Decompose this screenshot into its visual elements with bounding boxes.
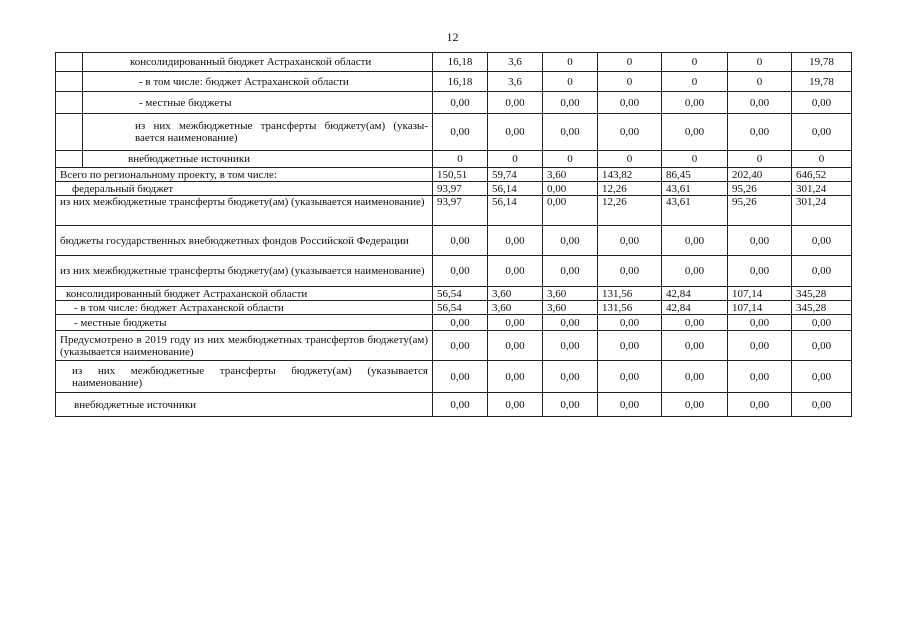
row-label: - местные бюджеты	[56, 315, 433, 331]
value-cell: 345,28	[792, 287, 852, 301]
value-cell: 150,51	[433, 168, 488, 182]
value-cell: 0,00	[662, 315, 728, 331]
value-cell: 301,24	[792, 196, 852, 226]
value-cell: 0,00	[662, 114, 728, 151]
row-label: - в том числе: бюджет Астраханской области	[56, 301, 433, 315]
indent-cell	[56, 53, 83, 72]
value-cell: 86,45	[662, 168, 728, 182]
value-cell: 0,00	[488, 256, 543, 287]
value-cell: 0,00	[433, 315, 488, 331]
value-cell: 0,00	[662, 226, 728, 256]
value-cell: 107,14	[728, 287, 792, 301]
table-row	[56, 196, 852, 226]
value-cell: 0,00	[792, 226, 852, 256]
value-cell: 0,00	[543, 315, 598, 331]
row-label: - в том числе: бюджет Астраханской области	[83, 72, 433, 92]
row-label: консолидированный бюджет Астраханской области	[83, 53, 433, 72]
row-label: Всего по региональному проекту, в том числе:	[56, 168, 433, 182]
value-cell: 0,00	[543, 114, 598, 151]
value-cell: 3,60	[543, 301, 598, 315]
value-cell: 0	[662, 151, 728, 168]
value-cell: 0,00	[488, 393, 543, 417]
value-cell: 56,14	[488, 182, 543, 196]
value-cell: 107,14	[728, 301, 792, 315]
value-cell: 0,00	[433, 256, 488, 287]
indent-cell	[56, 114, 83, 151]
indent-cell	[56, 72, 83, 92]
value-cell: 93,97	[433, 196, 488, 226]
value-cell: 0,00	[433, 331, 488, 361]
row-label: из них межбюджетные трансферты бюджету(ам) (указывается наименование)	[56, 361, 433, 393]
value-cell: 95,26	[728, 182, 792, 196]
value-cell: 0	[728, 72, 792, 92]
value-cell: 3,6	[488, 72, 543, 92]
value-cell: 0,00	[728, 256, 792, 287]
table-row	[56, 182, 852, 196]
value-cell: 0,00	[598, 315, 662, 331]
value-cell: 0,00	[488, 114, 543, 151]
table-row	[56, 301, 852, 315]
table-row	[56, 315, 852, 331]
table-row	[56, 331, 852, 361]
value-cell: 0	[598, 72, 662, 92]
row-label: консолидированный бюджет Астраханской области	[56, 287, 433, 301]
value-cell: 0,00	[488, 331, 543, 361]
value-cell: 0,00	[488, 315, 543, 331]
value-cell: 0,00	[662, 92, 728, 114]
row-label: федеральный бюджет	[56, 182, 433, 196]
value-cell: 12,26	[598, 196, 662, 226]
value-cell: 0	[792, 151, 852, 168]
value-cell: 56,54	[433, 287, 488, 301]
value-cell: 0,00	[792, 393, 852, 417]
value-cell: 0,00	[543, 92, 598, 114]
value-cell: 301,24	[792, 182, 852, 196]
budget-table	[55, 52, 852, 417]
value-cell: 0,00	[543, 393, 598, 417]
row-label: из них межбюджетные трансферты бюджету(ам) (указывается наименование)	[56, 256, 433, 287]
value-cell: 12,26	[598, 182, 662, 196]
value-cell: 0,00	[728, 331, 792, 361]
value-cell: 0,00	[662, 361, 728, 393]
value-cell: 19,78	[792, 72, 852, 92]
value-cell: 0,00	[543, 256, 598, 287]
indent-cell	[56, 151, 83, 168]
page-number: 12	[446, 30, 459, 44]
value-cell: 0,00	[598, 226, 662, 256]
value-cell: 0	[662, 72, 728, 92]
value-cell: 56,54	[433, 301, 488, 315]
value-cell: 0,00	[792, 315, 852, 331]
value-cell: 0,00	[728, 315, 792, 331]
value-cell: 0,00	[598, 256, 662, 287]
value-cell: 3,60	[543, 168, 598, 182]
table-row	[56, 361, 852, 393]
value-cell: 3,60	[488, 287, 543, 301]
value-cell: 3,60	[488, 301, 543, 315]
value-cell: 0,00	[728, 361, 792, 393]
value-cell: 0	[543, 53, 598, 72]
table-row	[56, 256, 852, 287]
value-cell: 0	[543, 72, 598, 92]
value-cell: 0,00	[662, 331, 728, 361]
value-cell: 0,00	[598, 331, 662, 361]
value-cell: 131,56	[598, 301, 662, 315]
value-cell: 0	[598, 151, 662, 168]
table-row	[56, 114, 852, 151]
value-cell: 0	[728, 151, 792, 168]
value-cell: 3,60	[543, 287, 598, 301]
row-label: из них межбюджетные трансферты бюджету(ам) (указы-вается наименование)	[83, 114, 433, 151]
row-label: внебюджетные источники	[56, 393, 433, 417]
value-cell: 0	[433, 151, 488, 168]
value-cell: 16,18	[433, 53, 488, 72]
value-cell: 42,84	[662, 301, 728, 315]
indent-cell	[56, 92, 83, 114]
value-cell: 0,00	[662, 393, 728, 417]
table-row	[56, 72, 852, 92]
row-label: из них межбюджетные трансферты бюджету(ам) (указывается наименование)	[56, 196, 433, 226]
value-cell: 0,00	[792, 361, 852, 393]
value-cell: 0,00	[433, 92, 488, 114]
value-cell: 0,00	[792, 256, 852, 287]
value-cell: 0,00	[662, 256, 728, 287]
value-cell: 0	[598, 53, 662, 72]
value-cell: 0,00	[792, 92, 852, 114]
value-cell: 0,00	[433, 393, 488, 417]
table-row	[56, 151, 852, 168]
value-cell: 143,82	[598, 168, 662, 182]
table-row	[56, 168, 852, 182]
value-cell: 0	[488, 151, 543, 168]
table-row	[56, 226, 852, 256]
row-label: Предусмотрено в 2019 году из них межбюджетных трансфертов бюджету(ам) (указывается наименование)	[56, 331, 433, 361]
value-cell: 0,00	[543, 196, 598, 226]
value-cell: 0,00	[728, 393, 792, 417]
value-cell: 0,00	[792, 331, 852, 361]
row-label: - местные бюджеты	[83, 92, 433, 114]
value-cell: 0,00	[543, 226, 598, 256]
value-cell: 16,18	[433, 72, 488, 92]
value-cell: 0,00	[543, 182, 598, 196]
value-cell: 0,00	[543, 361, 598, 393]
value-cell: 42,84	[662, 287, 728, 301]
value-cell: 646,52	[792, 168, 852, 182]
value-cell: 0	[728, 53, 792, 72]
value-cell: 0,00	[728, 226, 792, 256]
value-cell: 0,00	[598, 393, 662, 417]
value-cell: 95,26	[728, 196, 792, 226]
value-cell: 0,00	[728, 114, 792, 151]
table-row	[56, 92, 852, 114]
value-cell: 131,56	[598, 287, 662, 301]
table-row	[56, 287, 852, 301]
value-cell: 0,00	[792, 114, 852, 151]
row-label: бюджеты государственных внебюджетных фондов Российской Федерации	[56, 226, 433, 256]
table-row	[56, 53, 852, 72]
value-cell: 0,00	[433, 226, 488, 256]
value-cell: 43,61	[662, 182, 728, 196]
value-cell: 0,00	[598, 361, 662, 393]
row-label: внебюджетные источники	[83, 151, 433, 168]
value-cell: 93,97	[433, 182, 488, 196]
value-cell: 202,40	[728, 168, 792, 182]
value-cell: 0,00	[598, 92, 662, 114]
value-cell: 3,6	[488, 53, 543, 72]
value-cell: 0,00	[543, 331, 598, 361]
value-cell: 56,14	[488, 196, 543, 226]
value-cell: 43,61	[662, 196, 728, 226]
value-cell: 0,00	[598, 114, 662, 151]
value-cell: 345,28	[792, 301, 852, 315]
value-cell: 0,00	[433, 114, 488, 151]
value-cell: 0	[662, 53, 728, 72]
value-cell: 0,00	[488, 361, 543, 393]
value-cell: 0	[543, 151, 598, 168]
value-cell: 0,00	[488, 226, 543, 256]
value-cell: 0,00	[728, 92, 792, 114]
value-cell: 0,00	[488, 92, 543, 114]
table-row	[56, 393, 852, 417]
value-cell: 0,00	[433, 361, 488, 393]
value-cell: 19,78	[792, 53, 852, 72]
value-cell: 59,74	[488, 168, 543, 182]
